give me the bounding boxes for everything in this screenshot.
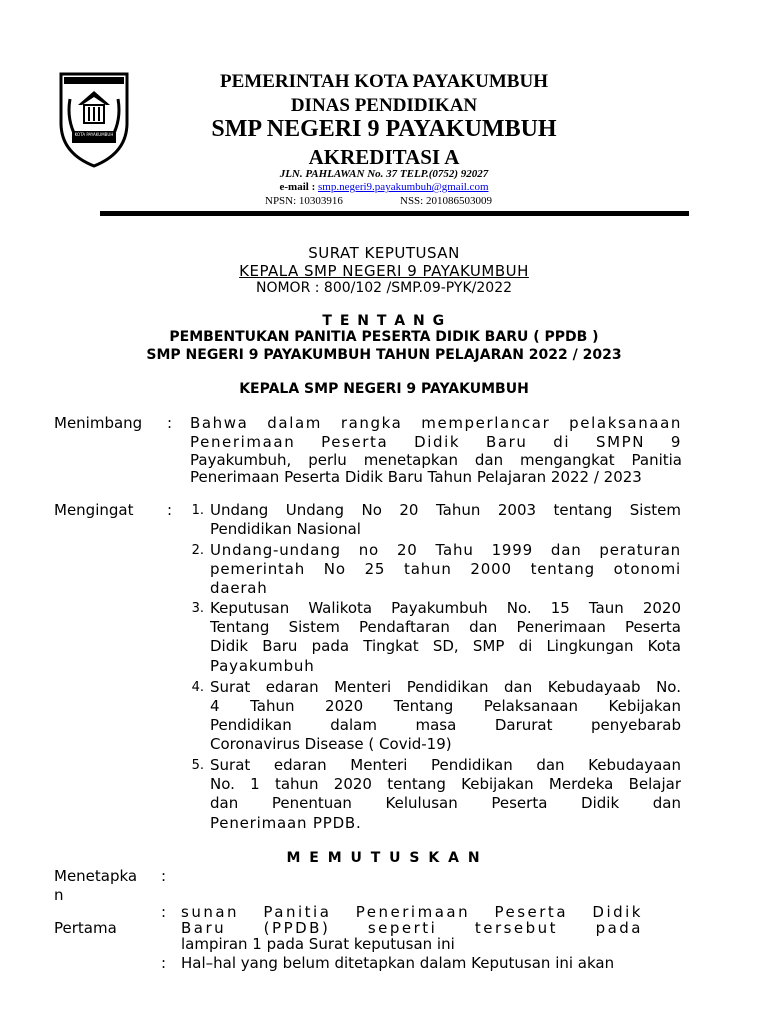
letterhead-email-line [0, 181, 768, 193]
mengingat-item-2-line-2: pemerintah No 25 tahun 2000 tentang otonomi [210, 560, 681, 578]
mengingat-item-4-line-2: 4 Tahun 2020 Tentang Pelaksanaan Kebijakan [210, 697, 681, 715]
mengingat-item-5-line-4: Penerimaan PPDB. [210, 814, 362, 832]
letterhead-government: PEMERINTAH KOTA PAYAKUMBUH [220, 71, 548, 92]
menimbang-label: Menimbang [54, 414, 143, 432]
mengingat-item-3-line-1: Keputusan Walikota Payakumbuh No. 15 Taun 2020 [210, 599, 681, 617]
menimbang-line-1: Bahwa dalam rangka memperlancar pelaksanaan [190, 414, 682, 432]
letterhead-nss: NSS: 201086503009 [400, 195, 492, 207]
letterhead-address: JLN. PAHLAWAN No. 37 TELP.(0752) 92027 [279, 168, 489, 180]
mengingat-item-1-line-1: Undang Undang No 20 Tahun 2003 tentang Sistem [210, 501, 681, 519]
letterhead-npsn: NPSN: 10303916 [265, 195, 343, 207]
letterhead-accreditation: AKREDITASI A [308, 145, 460, 169]
decree-subject-line1: PEMBENTUKAN PANITIA PESERTA DIDIK BARU ( PPDB ) [169, 329, 599, 345]
menimbang-line-2: Penerimaan Peserta Didik Baru di SMPN 9 [190, 433, 682, 451]
logo-caption: KOTA PAYAKUMBUH [74, 132, 114, 137]
mengingat-item-5-line-2: No. 1 tahun 2020 tentang Kebijakan Merdeka Belajar [210, 775, 681, 793]
tentang-heading: T E N T A N G [322, 313, 446, 329]
mengingat-item-1-number: 1. [191, 503, 204, 518]
email-link[interactable]: smp.negeri9.payakumbuh@gmail.com [317, 181, 489, 193]
menetapkan-colon: : [161, 867, 167, 885]
mengingat-item-3-line-2: Tentang Sistem Pendaftaran dan Penerimaan Peserta [210, 618, 681, 636]
letterhead-department: DINAS PENDIDIKAN [290, 95, 478, 116]
mengingat-item-3-line-3: Didik Baru pada Tingkat SD, SMP di Lingkungan Kota [210, 637, 681, 655]
letterhead-school-name: SMP NEGERI 9 PAYAKUMBUH [211, 116, 557, 142]
letterhead-divider [100, 211, 689, 216]
pertama-line-2: Baru (PPDB) seperti tersebut pada [181, 919, 643, 937]
mengingat-item-1-line-2: Pendidikan Nasional [210, 520, 361, 538]
kedua-line-1: Hal–hal yang belum ditetapkan dalam Keputusan ini akan [181, 954, 615, 972]
menetapkan-label-line2: n [54, 886, 64, 904]
decree-number: NOMOR : 800/102 /SMP.09-PYK/2022 [255, 280, 513, 296]
mengingat-item-3-line-4: Payakumbuh [210, 657, 315, 675]
mengingat-label: Mengingat [54, 501, 134, 519]
mengingat-item-5-number: 5. [191, 758, 204, 773]
mengingat-item-4-line-3: Pendidikan dalam masa Darurat penyebarab [210, 716, 681, 734]
pertama-line-1: sunan Panitia Penerimaan Peserta Didik [181, 903, 643, 921]
mengingat-item-5-line-3: dan Penentuan Kelulusan Peserta Didik dan [210, 794, 681, 812]
menimbang-line-4: Penerimaan Peserta Didik Baru Tahun Pelajaran 2022 / 2023 [190, 468, 642, 486]
mengingat-item-2-number: 2. [191, 543, 204, 558]
head-of-school-heading: KEPALA SMP NEGERI 9 PAYAKUMBUH [239, 381, 529, 397]
mengingat-item-3-number: 3. [191, 601, 204, 616]
pertama-line-3: lampiran 1 pada Surat keputusan ini [181, 935, 455, 953]
menimbang-colon: : [167, 414, 173, 432]
kedua-colon: : [161, 954, 167, 972]
memutuskan-heading: M E M U T U S K A N [286, 850, 482, 866]
decree-issuer: KEPALA SMP NEGERI 9 PAYAKUMBUH [239, 262, 529, 280]
pertama-label: Pertama [54, 919, 117, 937]
mengingat-item-4-line-1: Surat edaran Menteri Pendidikan dan Kebudayaab No. [210, 678, 681, 696]
mengingat-colon: : [167, 501, 173, 519]
mengingat-item-2-line-3: daerah [210, 579, 268, 597]
mengingat-item-4-number: 4. [191, 680, 204, 695]
mengingat-item-4-line-4: Coronavirus Disease ( Covid-19) [210, 735, 452, 753]
menetapkan-label-line1: Menetapka [54, 867, 138, 885]
decree-title: SURAT KEPUTUSAN [308, 244, 460, 262]
menimbang-line-3: Payakumbuh, perlu menetapkan dan mengangkat Panitia [190, 451, 682, 469]
decree-subject-line2: SMP NEGERI 9 PAYAKUMBUH TAHUN PELAJARAN 2022 / 2023 [146, 347, 622, 363]
mengingat-item-2-line-1: Undang-undang no 20 Tahu 1999 dan peraturan [210, 541, 681, 559]
mengingat-item-5-line-1: Surat edaran Menteri Pendidikan dan Kebudayaan [210, 756, 681, 774]
pertama-colon: : [161, 903, 167, 921]
email-label: e-mail : [279, 181, 316, 193]
